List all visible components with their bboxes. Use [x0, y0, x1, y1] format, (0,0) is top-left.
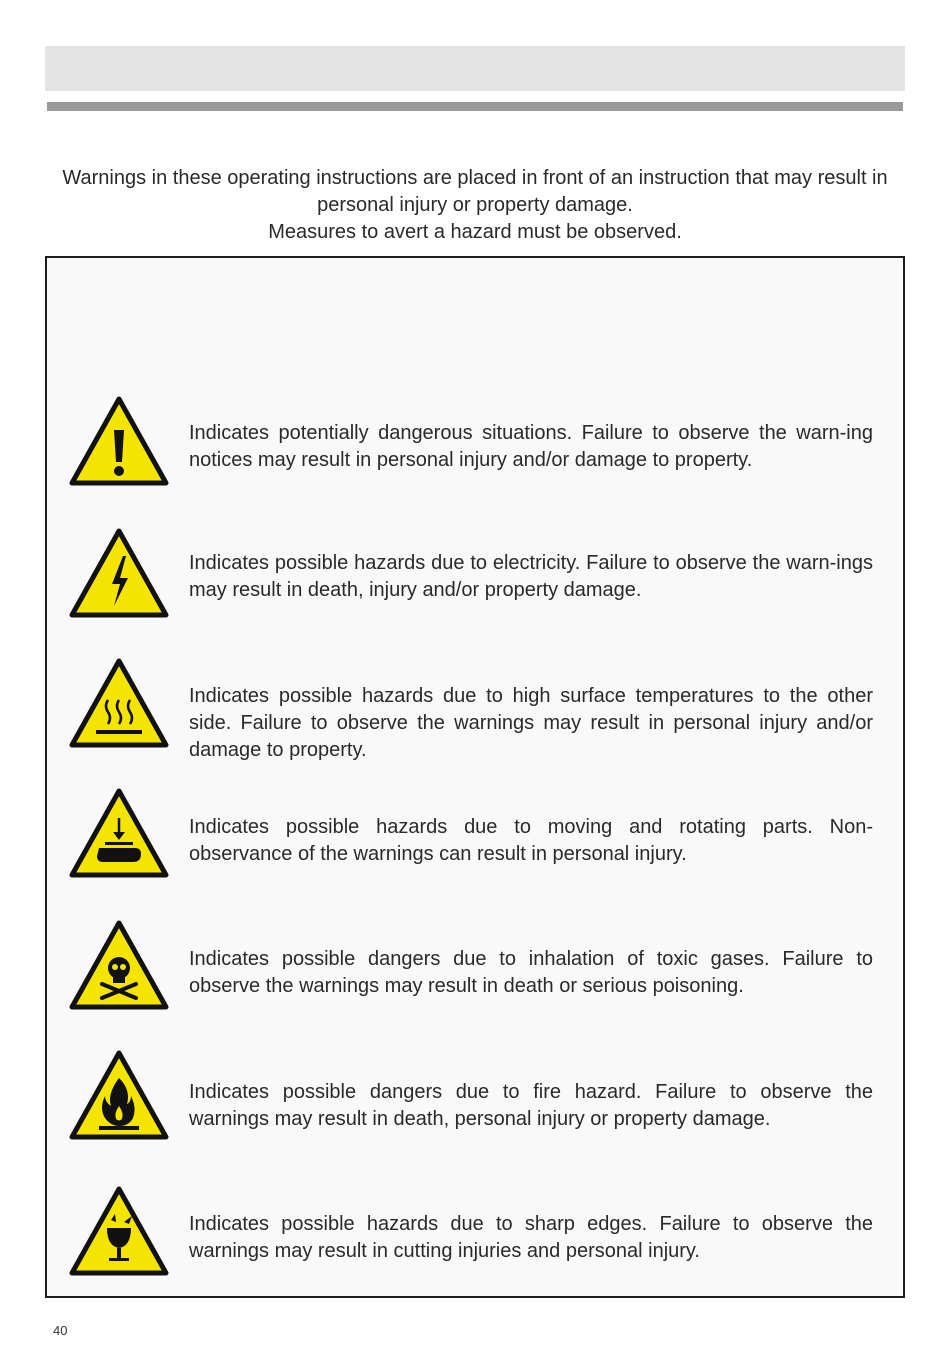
- page-number: 40: [53, 1323, 68, 1338]
- general-warning-icon: [69, 396, 169, 486]
- intro-line-1: Warnings in these operating instructions are placed in front of an instruction that may result in personal injury or property damage.: [62, 167, 888, 216]
- hand-crush-warning-icon: [69, 788, 169, 878]
- sharp-edges-warning-icon: [69, 1186, 169, 1276]
- warning-text-electricity: Indicates possible hazards due to electricity. Failure to observe the warn-ings may result in death, injury and/or property damage.: [189, 552, 873, 601]
- electricity-warning-icon: [69, 528, 169, 618]
- intro-line-2: Measures to avert a hazard must be observed.: [268, 221, 682, 243]
- warning-text-hand-crush: Indicates possible hazards due to moving and rotating parts. Non-observance of the warnings can result in personal injury.: [189, 816, 873, 865]
- warning-text-sharp-edges: Indicates possible hazards due to sharp edges. Failure to observe the warnings may result in cutting injuries and personal injury.: [189, 1213, 873, 1262]
- flammable-warning-icon: [69, 1050, 169, 1140]
- warning-text-general: Indicates potentially dangerous situations. Failure to observe the warn-ing notices may result in personal injury and/or damage to property.: [189, 422, 873, 471]
- intro-text: [45, 165, 905, 246]
- warning-symbols-box: [45, 256, 905, 1298]
- warning-text-toxic: Indicates possible dangers due to inhalation of toxic gases. Failure to observe the warnings may result in death or serious poisoning.: [189, 948, 873, 997]
- header-rule: [47, 102, 903, 111]
- warning-text-flammable: Indicates possible dangers due to fire hazard. Failure to observe the warnings may result in death, personal injury or property damage.: [189, 1081, 873, 1130]
- hot-surface-warning-icon: [69, 658, 169, 748]
- header-bar: [45, 46, 905, 91]
- toxic-warning-icon: [69, 920, 169, 1010]
- warning-text-hot-surface: Indicates possible hazards due to high surface temperatures to the other side. Failure to observe the warnings may result in personal injury and/or damage to property.: [189, 685, 873, 761]
